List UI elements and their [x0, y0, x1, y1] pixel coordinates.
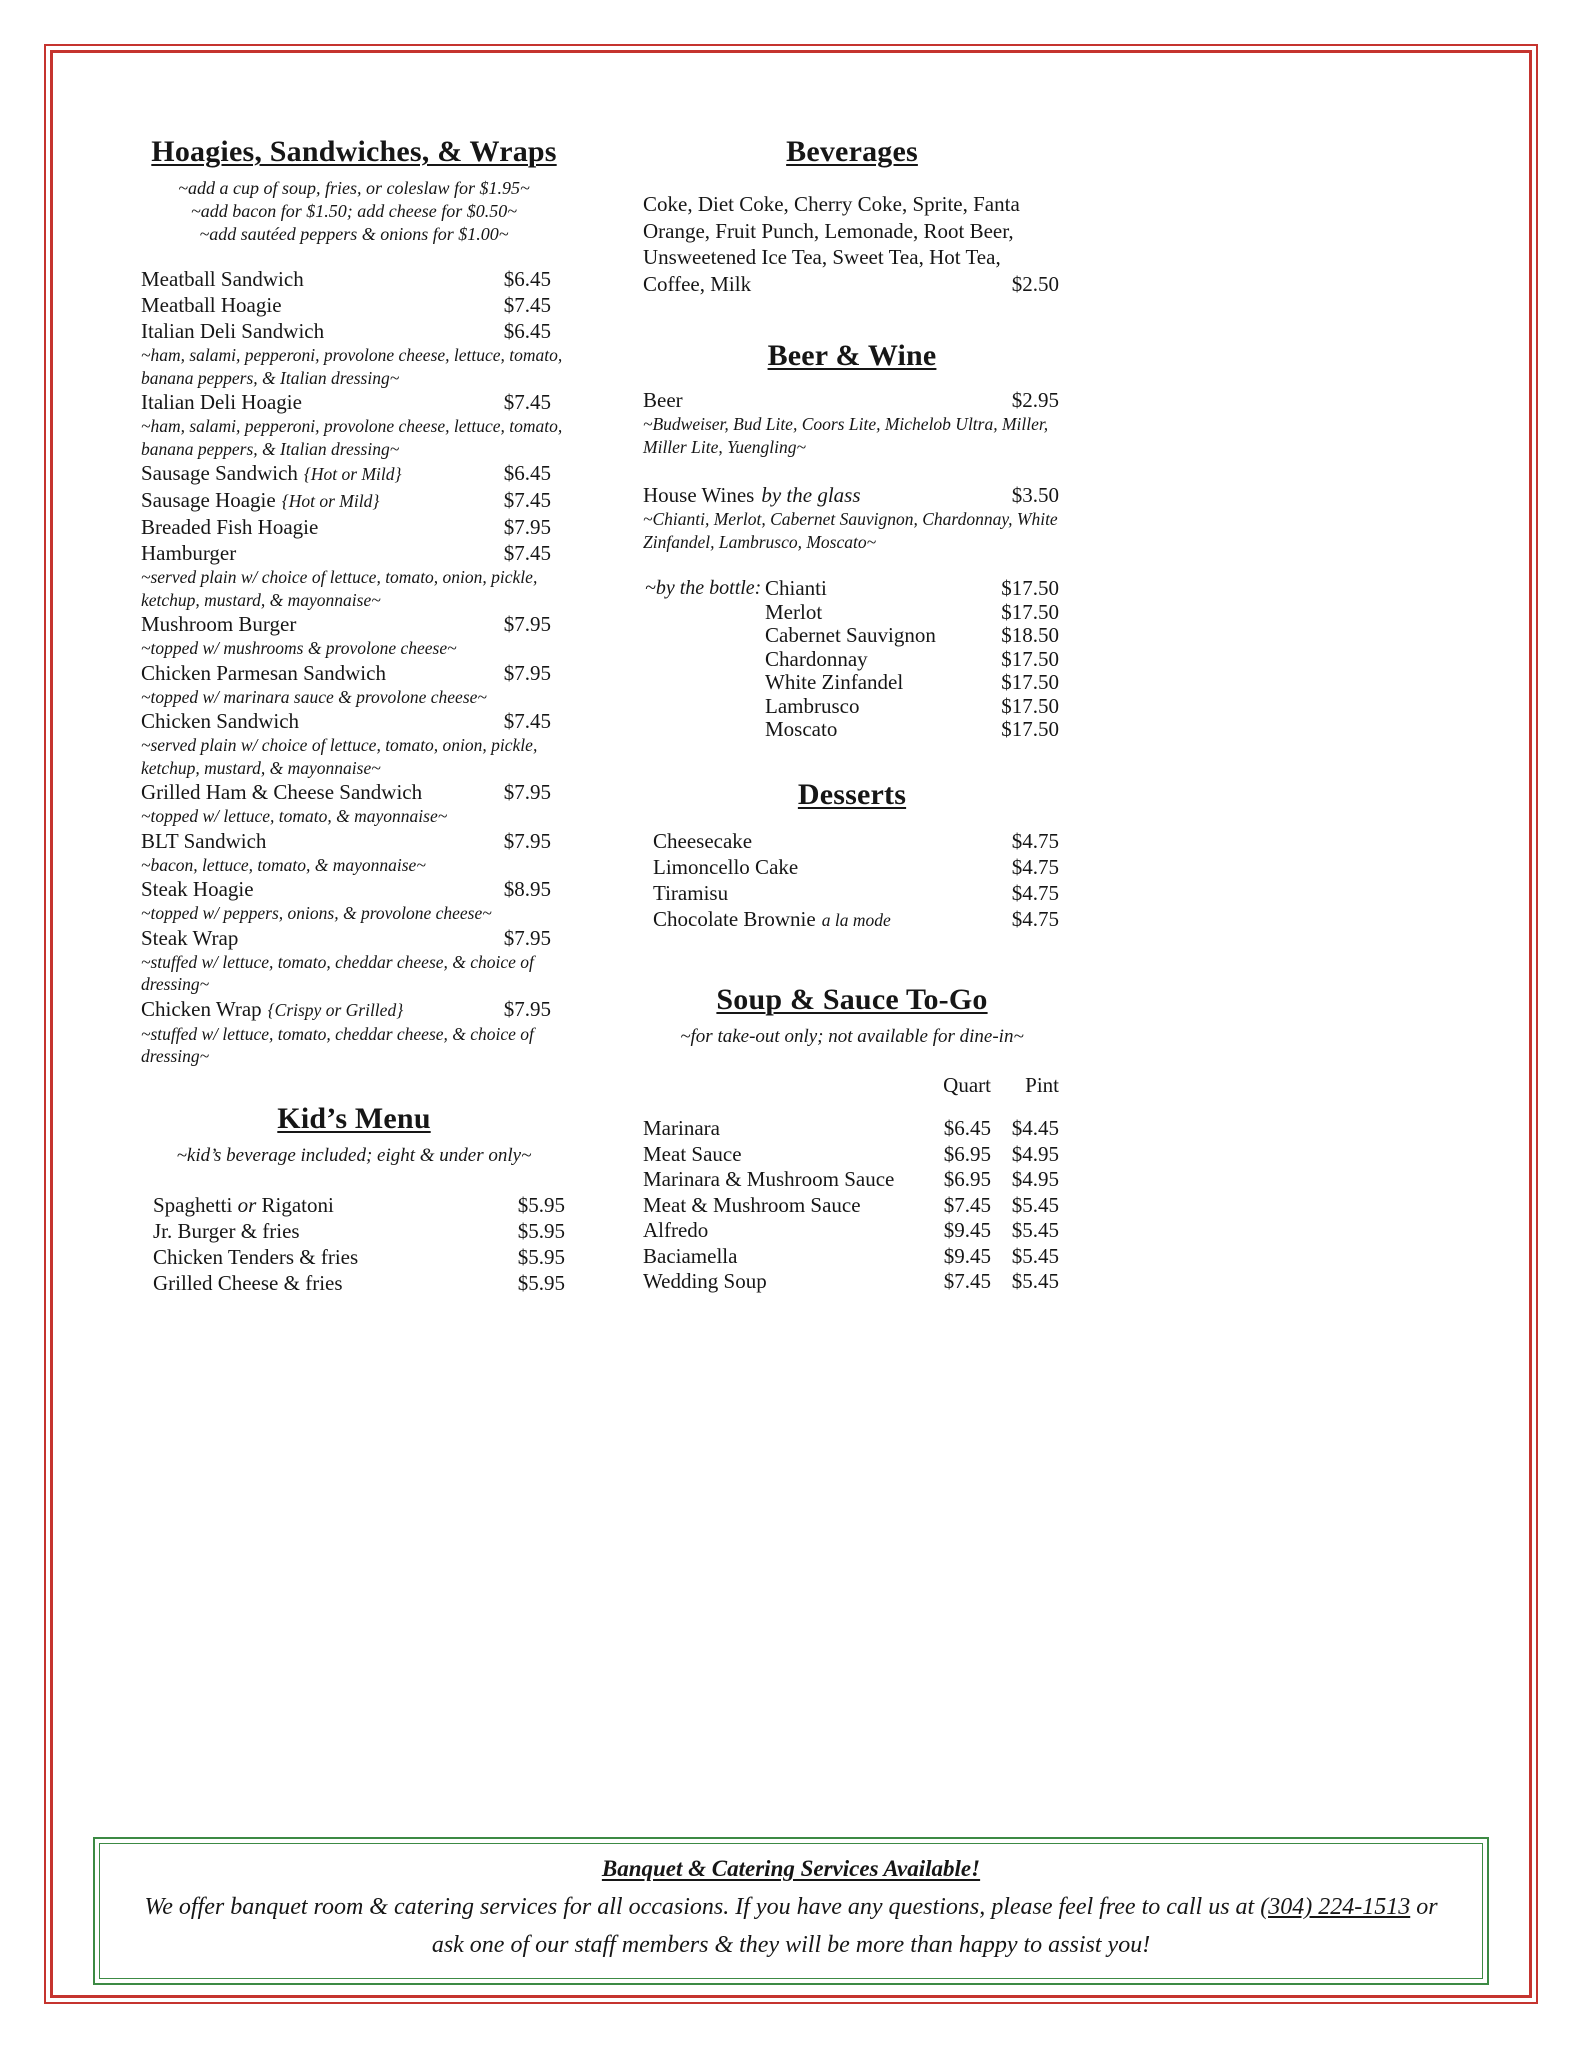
- quart-price: $6.45: [943, 1116, 991, 1140]
- item-description: ~stuffed w/ lettuce, tomato, cheddar cheese, & choice of dressing~: [141, 1023, 534, 1066]
- item-name: Hamburger: [141, 541, 237, 565]
- menu-item: [643, 906, 1061, 933]
- hoagies-title: Hoagies, Sandwiches, & Wraps: [151, 135, 557, 168]
- bottle-wine-row: [765, 577, 1061, 601]
- bottle-wine-row: [765, 718, 1061, 742]
- item-name: Meat & Mushroom Sauce: [643, 1192, 861, 1217]
- wine-name: Cabernet Sauvignon: [765, 623, 936, 647]
- item-price: $2.95: [1011, 388, 1059, 412]
- wine-price: $17.50: [1001, 576, 1059, 600]
- menu-content: [53, 53, 1529, 1995]
- item-name: Meatball Hoagie: [141, 293, 282, 317]
- soup-table-row: [643, 1116, 1061, 1142]
- item-description: ~served plain w/ choice of lettuce, tomato, onion, pickle, ketchup, mustard, & mayonnaise~: [141, 735, 538, 778]
- item-name: Chicken Wrap {Crispy or Grilled}: [141, 996, 404, 1021]
- menu-item: [141, 1244, 567, 1270]
- kids-menu-section: [141, 1102, 567, 1296]
- item-name: Alfredo: [643, 1218, 709, 1242]
- item-name: Baciamella: [643, 1243, 738, 1268]
- banquet-banner: [93, 1837, 1489, 1985]
- item-price: $7.95: [503, 660, 551, 685]
- banquet-title: Banquet & Catering Services Available!: [601, 1856, 981, 1881]
- item-price: $7.45: [503, 541, 551, 565]
- item-price: $6.45: [503, 319, 551, 343]
- item-name: BLT Sandwich: [141, 828, 267, 853]
- kids-menu-title: Kid’s Menu: [277, 1101, 431, 1135]
- page-border-inner: [50, 50, 1532, 1998]
- quart-column-header: Quart: [943, 1072, 991, 1097]
- item-name: Tiramisu: [653, 880, 729, 905]
- item-description: ~topped w/ peppers, onions, & provolone cheese~: [141, 903, 492, 923]
- wine-name: Chardonnay: [765, 646, 868, 671]
- item-price: $7.45: [503, 390, 551, 414]
- item-price: $4.75: [1011, 828, 1059, 853]
- item-price: $7.95: [503, 925, 551, 950]
- wine-name: Lambrusco: [765, 693, 860, 718]
- item-price: $7.95: [503, 828, 551, 853]
- menu-item: [141, 266, 567, 292]
- item-description: ~Chianti, Merlot, Cabernet Sauvignon, Chardonnay, White Zinfandel, Lambrusco, Moscato~: [643, 509, 1058, 552]
- item-name: Spaghetti or Rigatoni: [153, 1192, 334, 1217]
- item-name: Grilled Ham & Cheese Sandwich: [141, 780, 423, 804]
- item-description: ~ham, salami, pepperoni, provolone cheese, lettuce, tomato, banana peppers, & Italian dressing~: [141, 416, 563, 459]
- menu-item: [141, 540, 567, 611]
- item-name: Marinara: [643, 1116, 720, 1140]
- item-name: Chicken Sandwich: [141, 709, 300, 733]
- item-description: ~bacon, lettuce, tomato, & mayonnaise~: [141, 854, 426, 875]
- menu-item: [141, 1218, 567, 1244]
- item-price: $7.45: [503, 709, 551, 733]
- menu-item: [141, 1270, 567, 1296]
- soup-table-row: [643, 1218, 1061, 1244]
- menu-item: [141, 779, 567, 828]
- soup-table-row: [643, 1167, 1061, 1193]
- item-name: Chocolate Brownie a la mode: [653, 906, 891, 931]
- item-name: Grilled Cheese & fries: [153, 1270, 343, 1295]
- item-name: Sausage Hoagie {Hot or Mild}: [141, 488, 380, 512]
- bottle-wine-row: [765, 648, 1061, 672]
- wine-name: Merlot: [765, 599, 823, 624]
- item-name: Limoncello Cake: [653, 854, 799, 879]
- item-name: Marinara & Mushroom Sauce: [643, 1167, 895, 1191]
- quart-price: $7.45: [943, 1269, 991, 1293]
- item-price: $5.95: [517, 1218, 565, 1243]
- phone-link[interactable]: (304) 224-1513: [1260, 1894, 1411, 1920]
- bottle-wine-row: [765, 695, 1061, 719]
- menu-item: [141, 389, 567, 460]
- item-name: Chicken Parmesan Sandwich: [141, 660, 386, 685]
- quart-price: $9.45: [943, 1218, 991, 1242]
- item-description: ~stuffed w/ lettuce, tomato, cheddar cheese, & choice of dressing~: [141, 951, 534, 994]
- menu-item: [141, 660, 567, 709]
- hoagies-section: [141, 135, 567, 1068]
- menu-item: [141, 996, 567, 1068]
- menu-item: [141, 318, 567, 389]
- item-price: $4.75: [1011, 854, 1059, 879]
- soup-table-row: [643, 1193, 1061, 1219]
- pint-column-header: Pint: [1025, 1072, 1059, 1097]
- soup-sauce-note: ~for take-out only; not available for dine-in~: [680, 1025, 1024, 1047]
- by-the-glass-label: by the glass: [761, 483, 861, 507]
- item-price: $7.45: [503, 488, 551, 512]
- beverages-price: $2.50: [1011, 271, 1059, 296]
- item-price: $6.45: [503, 461, 551, 485]
- bottle-wine-row: [765, 624, 1061, 648]
- item-qualifier: {Hot or Mild}: [303, 464, 402, 484]
- item-price: $6.45: [503, 267, 551, 291]
- item-price: $5.95: [517, 1192, 565, 1217]
- item-name: Wedding Soup: [643, 1269, 767, 1293]
- quart-price: $6.95: [943, 1141, 991, 1166]
- kids-item-list: [141, 1192, 567, 1296]
- pint-price: $4.45: [1011, 1116, 1059, 1140]
- item-description: ~topped w/ marinara sauce & provolone cheese~: [141, 686, 487, 707]
- wine-price: $17.50: [1001, 693, 1059, 718]
- item-name: Sausage Sandwich {Hot or Mild}: [141, 461, 402, 485]
- wine-name: Chianti: [765, 576, 827, 600]
- soup-sauce-table: [643, 1073, 1061, 1295]
- menu-item: [643, 854, 1061, 880]
- wine-price: $17.50: [1001, 717, 1059, 741]
- pint-price: $5.45: [1011, 1243, 1059, 1268]
- beer-wine-section: [643, 339, 1061, 742]
- item-suffix: a la mode: [821, 909, 891, 930]
- menu-item: [141, 876, 567, 925]
- pint-price: $5.45: [1011, 1192, 1059, 1217]
- wine-price: $17.50: [1001, 646, 1059, 671]
- menu-item: [141, 514, 567, 540]
- bottle-wine-row: [765, 601, 1061, 625]
- item-name: Breaded Fish Hoagie: [141, 515, 319, 539]
- by-the-bottle-label: ~by the bottle:: [645, 577, 762, 599]
- item-name: Meatball Sandwich: [141, 267, 304, 291]
- soup-table-row: [643, 1269, 1061, 1295]
- item-name: Cheesecake: [653, 828, 753, 853]
- menu-item: [643, 828, 1061, 854]
- item-name: Chicken Tenders & fries: [153, 1244, 359, 1269]
- menu-item: [141, 460, 567, 487]
- soup-table-row: [643, 1244, 1061, 1270]
- hoagies-note-line: ~add sautéed peppers & onions for $1.00~: [199, 224, 509, 244]
- wine-price: $17.50: [1001, 599, 1059, 624]
- beverages-text: Coke, Diet Coke, Cherry Coke, Sprite, Fanta Orange, Fruit Punch, Lemonade, Root Beer, Unsweetened Ice Tea, Sweet Tea, Hot Tea, Coffee, Milk: [643, 192, 1020, 296]
- item-price: $7.45: [503, 293, 551, 317]
- pint-price: $4.95: [1011, 1141, 1059, 1166]
- bottle-wine-list: [643, 577, 1061, 742]
- item-name: Beer: [643, 388, 683, 412]
- menu-item: [141, 487, 567, 514]
- item-description: ~served plain w/ choice of lettuce, tomato, onion, pickle, ketchup, mustard, & mayonnaise~: [141, 567, 538, 610]
- soup-table-row: [643, 1142, 1061, 1168]
- item-price: $7.95: [503, 612, 551, 636]
- desserts-item-list: [643, 828, 1061, 933]
- menu-item: [141, 611, 567, 660]
- menu-item: [141, 292, 567, 318]
- item-description: ~topped w/ mushrooms & provolone cheese~: [141, 638, 457, 658]
- hoagies-notes: [141, 177, 567, 246]
- menu-item: [141, 925, 567, 996]
- beverages-section: [643, 135, 1061, 297]
- menu-item: [643, 880, 1061, 906]
- item-price: $7.95: [503, 780, 551, 804]
- item-name: Italian Deli Hoagie: [141, 390, 302, 414]
- beverages-title: Beverages: [786, 135, 918, 168]
- banquet-text: We offer banquet room & catering services for all occasions. If you have any questions, please feel free to call us at (304) 224-1513 or ask one of our staff members & they will be more than happy to assist you!: [144, 1894, 1438, 1958]
- pint-price: $4.95: [1011, 1167, 1059, 1191]
- menu-item: [141, 828, 567, 877]
- kids-menu-note: ~kid’s beverage included; eight & under only~: [176, 1144, 532, 1166]
- menu-item: [141, 1192, 567, 1218]
- soup-sauce-section: [643, 983, 1061, 1295]
- soup-table-header: [643, 1073, 1061, 1099]
- item-price: $3.50: [1011, 483, 1059, 507]
- bottle-wine-row: [765, 671, 1061, 695]
- pint-price: $5.45: [1011, 1218, 1059, 1242]
- quart-price: $6.95: [943, 1167, 991, 1191]
- wine-name: Moscato: [765, 717, 838, 741]
- pint-price: $5.45: [1011, 1269, 1059, 1293]
- wine-name: White Zinfandel: [765, 670, 904, 694]
- item-price: $5.95: [517, 1244, 565, 1269]
- item-name: Mushroom Burger: [141, 612, 297, 636]
- item-price: $4.75: [1011, 880, 1059, 905]
- item-name: Jr. Burger & fries: [153, 1218, 300, 1243]
- item-description: ~topped w/ lettuce, tomato, & mayonnaise~: [141, 806, 448, 826]
- item-price: $7.95: [503, 996, 551, 1021]
- item-qualifier: {Hot or Mild}: [281, 491, 380, 511]
- menu-item: [141, 708, 567, 779]
- item-qualifier: {Crispy or Grilled}: [267, 999, 404, 1020]
- item-name: Steak Wrap: [141, 925, 239, 950]
- item-description: ~ham, salami, pepperoni, provolone cheese, lettuce, tomato, banana peppers, & Italian dressing~: [141, 345, 563, 388]
- hoagies-note-line: ~add bacon for $1.50; add cheese for $0.50~: [191, 201, 517, 221]
- soup-sauce-title: Soup & Sauce To-Go: [716, 982, 988, 1016]
- right-column: [643, 135, 1061, 1995]
- house-wines-item: [643, 482, 1061, 553]
- item-name: Steak Hoagie: [141, 877, 254, 901]
- beer-wine-title: Beer & Wine: [767, 339, 937, 372]
- item-price: $4.75: [1011, 906, 1059, 931]
- left-column: [141, 135, 567, 1995]
- item-name: Meat Sauce: [643, 1141, 742, 1166]
- quart-price: $9.45: [943, 1243, 991, 1268]
- banquet-banner-inner: [99, 1843, 1483, 1979]
- hoagies-note-line: ~add a cup of soup, fries, or coleslaw for $1.95~: [178, 178, 530, 198]
- item-name: Italian Deli Sandwich: [141, 319, 325, 343]
- item-price: $5.95: [517, 1270, 565, 1295]
- item-price: $8.95: [503, 877, 551, 901]
- wine-price: $17.50: [1001, 670, 1059, 694]
- desserts-title: Desserts: [797, 777, 907, 811]
- item-name: House Wines by the glass: [643, 483, 861, 507]
- hoagies-item-list: [141, 266, 567, 1068]
- item-description: ~Budweiser, Bud Lite, Coors Lite, Michelob Ultra, Miller, Miller Lite, Yuengling~: [643, 414, 1049, 457]
- desserts-section: [643, 778, 1061, 933]
- beer-item: [643, 387, 1061, 458]
- page-border-outer: [44, 44, 1538, 2004]
- beverages-list: [643, 191, 1061, 297]
- item-price: $7.95: [503, 515, 551, 539]
- quart-price: $7.45: [943, 1192, 991, 1217]
- wine-price: $18.50: [1001, 623, 1059, 647]
